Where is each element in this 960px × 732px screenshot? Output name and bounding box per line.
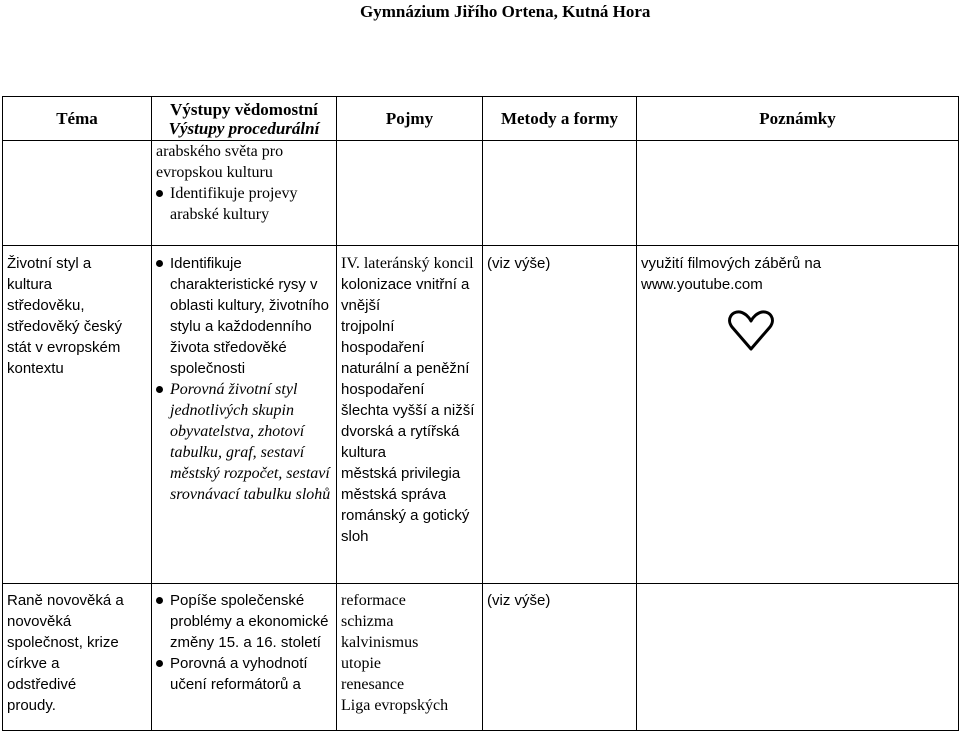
tema-line: společnost, krize	[7, 634, 119, 651]
header-vystupy	[152, 97, 337, 141]
list-item: reformace	[341, 592, 406, 609]
list-item: kolonizace vnitřní a vnější	[341, 276, 470, 314]
curriculum-table	[2, 96, 959, 731]
continuation-bullets	[156, 183, 332, 225]
table-row	[3, 246, 959, 584]
header-row	[3, 97, 959, 141]
row-pojmy-cell	[337, 246, 483, 584]
header-poznamky: Poznámky	[637, 97, 959, 141]
tema-line: novověká	[7, 613, 72, 630]
tema-line: církve a	[7, 655, 60, 672]
list-item: schizma	[341, 613, 394, 630]
list-item: Identifikuje charakteristické rysy v oblasti kultury, životního stylu a každodenního života středověké společnosti	[156, 253, 332, 379]
continuation-metody-cell	[483, 141, 637, 246]
list-item: městská správa	[341, 486, 447, 503]
tema-line: středověký český	[7, 318, 123, 335]
continuation-tema-cell	[3, 141, 152, 246]
continuation-poznamky-cell	[637, 141, 959, 246]
header-metody: Metody a formy	[483, 97, 637, 141]
tema-line: středověku,	[7, 297, 85, 314]
row-metody-cell: (viz výše)	[483, 246, 637, 584]
list-item: Popíše společenské problémy a ekonomické změny 15. a 16. století	[156, 590, 332, 653]
list-item: Porovná životní styl jednotlivých skupin obyvatelstva, zhotoví tabulku, graf, sestaví městský rozpočet, sestaví srovnávací tabulku slohů	[156, 379, 332, 505]
list-item: trojpolní hospodaření	[341, 318, 425, 356]
list-item: renesance	[341, 676, 405, 693]
list-item: kalvinismus	[341, 634, 419, 651]
header-vystupy-proceduralni: Výstupy procedurální	[168, 118, 320, 138]
tema-line: Životní styl a	[7, 255, 92, 272]
list-item: Porovná a vyhodnotí učení reformátorů a	[156, 653, 332, 695]
row-vystupy-cell	[152, 584, 337, 731]
continuation-line: arabského světa pro	[156, 143, 284, 160]
row-tema-cell	[3, 584, 152, 731]
table-row	[3, 584, 959, 731]
tema-line: stát v evropském	[7, 339, 121, 356]
tema-line: Raně novověká a	[7, 592, 124, 609]
list-item: Identifikuje projevy arabské kultury	[156, 183, 332, 225]
list-item: románský a gotický sloh	[341, 507, 470, 545]
tema-line: odstředivé	[7, 676, 77, 693]
header-pojmy: Pojmy	[337, 97, 483, 141]
school-title: Gymnázium Jiřího Ortena, Kutná Hora	[360, 2, 651, 21]
continuation-vystupy-cell	[152, 141, 337, 246]
continuation-line: evropskou kulturu	[156, 164, 273, 181]
continuation-row	[3, 141, 959, 246]
list-item: utopie	[341, 655, 381, 672]
row-metody-cell: (viz výše)	[483, 584, 637, 731]
list-item: dvorská a rytířská kultura	[341, 423, 460, 461]
row-poznamky-cell	[637, 246, 959, 584]
header-vystupy-vedomostni: Výstupy vědomostní	[170, 99, 318, 119]
list-item: Liga evropských	[341, 697, 449, 714]
continuation-pojmy-cell	[337, 141, 483, 246]
heart-icon	[727, 309, 775, 353]
row-tema-cell	[3, 246, 152, 584]
row-pojmy-cell	[337, 584, 483, 731]
row-vystupy-cell	[152, 246, 337, 584]
list-item: městská privilegia	[341, 465, 461, 482]
tema-line: proudy.	[7, 697, 56, 714]
list-item: šlechta vyšší a nižší	[341, 402, 475, 419]
row-poznamky-cell	[637, 584, 959, 731]
poznamky-text: využití filmových záběrů na www.youtube.com	[641, 255, 822, 293]
tema-line: kontextu	[7, 360, 64, 377]
header-tema: Téma	[3, 97, 152, 141]
list-item: naturální a peněžní hospodaření	[341, 360, 470, 398]
pojmy-item: IV. lateránský koncil	[341, 255, 474, 272]
tema-line: kultura	[7, 276, 53, 293]
